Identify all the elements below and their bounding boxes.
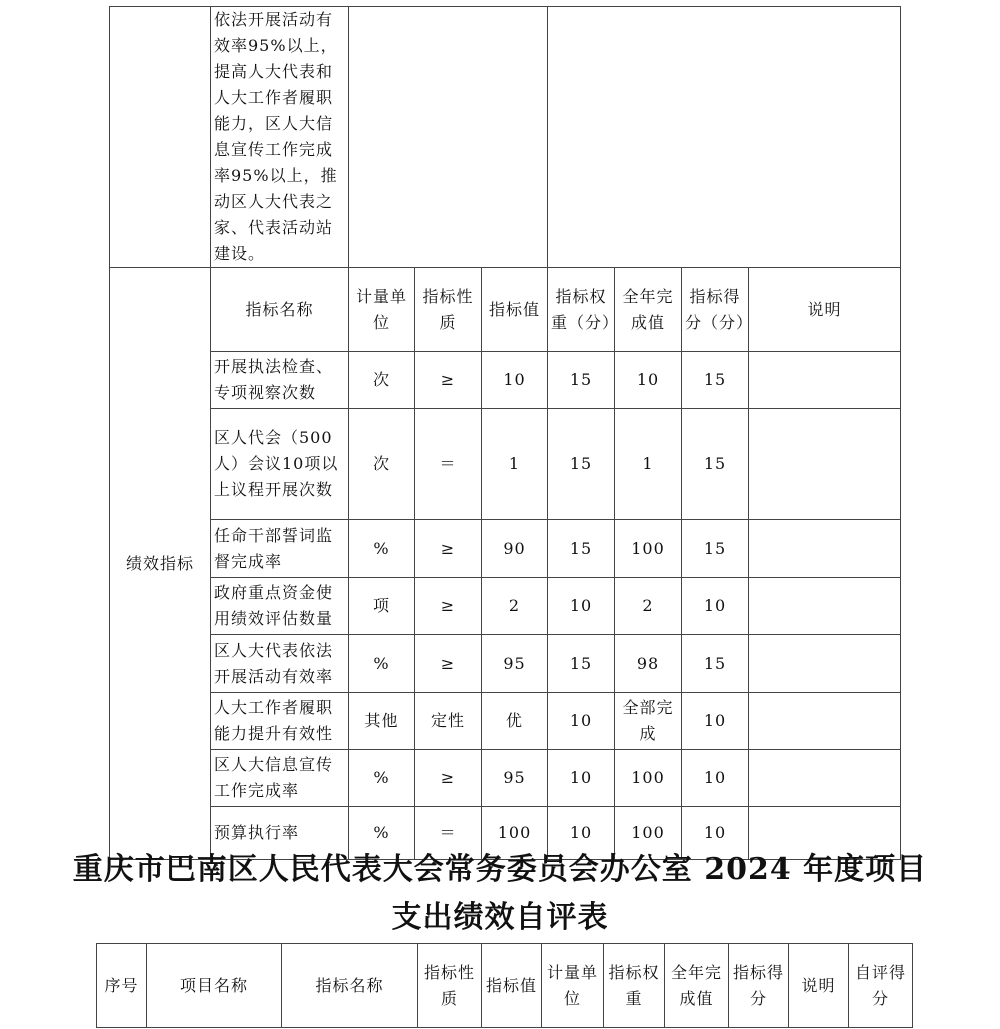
header-value: 指标值: [482, 268, 548, 352]
header-score: 指标得分（分）: [682, 268, 749, 352]
table-header-row: [110, 268, 901, 352]
indicator-actual: 1: [615, 409, 682, 520]
indicator-nature: ≥: [415, 750, 482, 807]
indicator-value: 2: [482, 578, 548, 635]
header-seq: 序号: [97, 944, 147, 1028]
header-note: 说明: [749, 268, 901, 352]
indicator-score: 15: [682, 520, 749, 578]
indicator-unit: 次: [349, 352, 415, 409]
indicator-value: 1: [482, 409, 548, 520]
section-label: 绩效指标: [110, 268, 211, 860]
indicator-unit: %: [349, 807, 415, 860]
indicator-unit: 项: [349, 578, 415, 635]
indicator-name: 任命干部誓词监督完成率: [211, 520, 349, 578]
indicator-value: 95: [482, 750, 548, 807]
table-header-row: [97, 944, 913, 1028]
indicator-unit: 其他: [349, 693, 415, 750]
indicator-note: [749, 352, 901, 409]
indicator-weight: 10: [548, 750, 615, 807]
table-row: [110, 693, 901, 750]
indicator-score: 15: [682, 635, 749, 693]
indicator-weight: 15: [548, 635, 615, 693]
header-value: 指标值: [482, 944, 542, 1028]
indicator-weight: 10: [548, 693, 615, 750]
header-weight: 指标权重（分）: [548, 268, 615, 352]
header-weight: 指标权重: [604, 944, 665, 1028]
indicator-weight: 15: [548, 520, 615, 578]
header-actual: 全年完成值: [665, 944, 729, 1028]
indicator-weight: 10: [548, 807, 615, 860]
indicator-score: 10: [682, 750, 749, 807]
indicator-nature: ≥: [415, 635, 482, 693]
target-row: [110, 7, 901, 268]
self-evaluation-table: [96, 943, 913, 1028]
indicator-score: 15: [682, 352, 749, 409]
indicator-unit: 次: [349, 409, 415, 520]
indicator-note: [749, 578, 901, 635]
indicator-nature: ≥: [415, 520, 482, 578]
indicator-note: [749, 635, 901, 693]
table-row: [110, 578, 901, 635]
indicator-nature: ≥: [415, 578, 482, 635]
indicator-note: [749, 693, 901, 750]
indicator-score: 10: [682, 807, 749, 860]
indicator-weight: 15: [548, 409, 615, 520]
indicator-unit: %: [349, 520, 415, 578]
indicator-actual: 98: [615, 635, 682, 693]
indicator-unit: %: [349, 750, 415, 807]
table-row: [110, 750, 901, 807]
table-row: [110, 352, 901, 409]
table-row: [110, 520, 901, 578]
indicator-name: 区人大信息宣传工作完成率: [211, 750, 349, 807]
header-score: 指标得分: [729, 944, 789, 1028]
indicator-value: 95: [482, 635, 548, 693]
performance-indicator-table: [109, 6, 901, 860]
indicator-nature: ＝: [415, 409, 482, 520]
indicator-note: [749, 409, 901, 520]
indicator-score: 10: [682, 693, 749, 750]
header-note: 说明: [789, 944, 849, 1028]
indicator-name: 预算执行率: [211, 807, 349, 860]
indicator-name: 区人代会（500人）会议10项以上议程开展次数: [211, 409, 349, 520]
indicator-name: 政府重点资金使用绩效评估数量: [211, 578, 349, 635]
table-row: [110, 635, 901, 693]
indicator-actual: 2: [615, 578, 682, 635]
indicator-value: 优: [482, 693, 548, 750]
indicator-actual: 全部完成: [615, 693, 682, 750]
indicator-name: 人大工作者履职能力提升有效性: [211, 693, 349, 750]
page-title-line1: 重庆市巴南区人民代表大会常务委员会办公室 2024 年度项目: [72, 852, 928, 887]
header-self-score: 自评得分: [849, 944, 913, 1028]
header-nature: 指标性质: [418, 944, 482, 1028]
header-actual: 全年完成值: [615, 268, 682, 352]
indicator-note: [749, 520, 901, 578]
page-title-line2: 支出绩效自评表: [391, 900, 609, 935]
header-name: 指标名称: [211, 268, 349, 352]
indicator-value: 100: [482, 807, 548, 860]
indicator-score: 15: [682, 409, 749, 520]
header-nature: 指标性质: [415, 268, 482, 352]
indicator-unit: %: [349, 635, 415, 693]
indicator-actual: 100: [615, 750, 682, 807]
indicator-note: [749, 750, 901, 807]
header-unit: 计量单位: [349, 268, 415, 352]
header-name: 指标名称: [282, 944, 418, 1028]
indicator-actual: 100: [615, 807, 682, 860]
indicator-nature: 定性: [415, 693, 482, 750]
indicator-score: 10: [682, 578, 749, 635]
indicator-name: 开展执法检查、专项视察次数: [211, 352, 349, 409]
indicator-nature: ≥: [415, 352, 482, 409]
indicator-weight: 15: [548, 352, 615, 409]
indicator-name: 区人大代表依法开展活动有效率: [211, 635, 349, 693]
target-text: 依法开展活动有效率95%以上，提高人大代表和人大工作者履职能力，区人大信息宣传工作完成率95%以上，推动区人大代表之家、代表活动站建设。: [211, 7, 349, 268]
header-unit: 计量单位: [542, 944, 604, 1028]
header-project: 项目名称: [147, 944, 282, 1028]
indicator-value: 90: [482, 520, 548, 578]
indicator-nature: ＝: [415, 807, 482, 860]
indicator-actual: 100: [615, 520, 682, 578]
indicator-value: 10: [482, 352, 548, 409]
indicator-actual: 10: [615, 352, 682, 409]
indicator-weight: 10: [548, 578, 615, 635]
table-row: [110, 409, 901, 520]
